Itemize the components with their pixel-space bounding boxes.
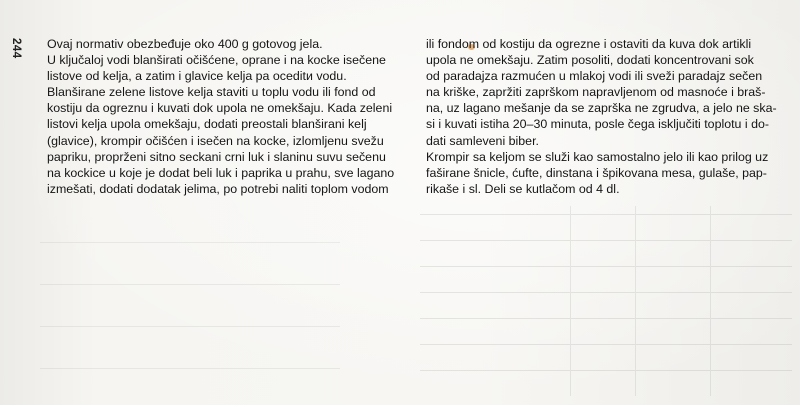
text-line: rikaše i sl. Deli se kutlačom od 4 dl. (426, 181, 620, 196)
left-column (47, 36, 397, 197)
text-line: si i kuvati istiha 20–30 minuta, posle čega isključiti toplotu i do- (426, 117, 769, 132)
text-line: na kockice u koje je dodat beli luk i paprika u prahu, sve lagano (47, 165, 395, 180)
text-line: ili fondom od kostiju da ogrezne i ostaviti da kuva dok artikli (426, 37, 752, 51)
show-through-lines (40, 232, 340, 397)
text-line: listovi kelja upola omekšaju, dodati preostali blanširani kelj (47, 117, 367, 132)
page-number: 244 (10, 38, 22, 59)
text-line: listove od kelja, a zatim i glavice kelja pa oceditи vodu. (47, 69, 347, 84)
text-line: na, uz lagano mešanje da se zaprška ne zgrudva, a jelo ne ska- (426, 101, 777, 116)
show-through-table (420, 206, 792, 396)
text-line: Blanširane zelene listove kelja staviti u toplu vodu ili fond od (47, 85, 376, 100)
text-line: na kriške, zapržiti zaprškom napravljenom od masnoće i braš- (426, 85, 766, 100)
text-line: Ovaj normativ obezbeđuje oko 400 g gotovog jela. (47, 37, 323, 51)
right-column (426, 36, 776, 197)
text-line: U ključaloj vodi blanširati očišćene, oprane i na kocke isečene (47, 53, 386, 68)
text-line: (glavice), krompir očišćen i isečen na kocke, izlomljenu svežu (47, 133, 384, 148)
text-line: upola ne omekšaju. Zatim posoliti, dodati koncentrovani sok (426, 53, 754, 68)
text-line: od paradajza razmućen u mlakoj vodi ili sveži paradajz sečen (426, 69, 763, 84)
text-line: izmešati, dodati dodatak jelima, po potrebi naliti toplom vodom (47, 181, 389, 196)
text-line: Krompir sa keljom se služi kao samostalno jelo ili kao prilog uz (426, 149, 769, 164)
text-line: dati samleveni biber. (426, 133, 539, 148)
text-line: kostiju da ogreznu i kuvati dok upola ne omekšaju. Kada zeleni (47, 101, 393, 116)
text-line: papriku, proprženi sitno seckani crni luk i slaninu suvu sečenu (47, 149, 386, 164)
text-line: faširane šnicle, ćufte, dinstana i špikovana mesa, gulaše, pap- (426, 165, 767, 180)
